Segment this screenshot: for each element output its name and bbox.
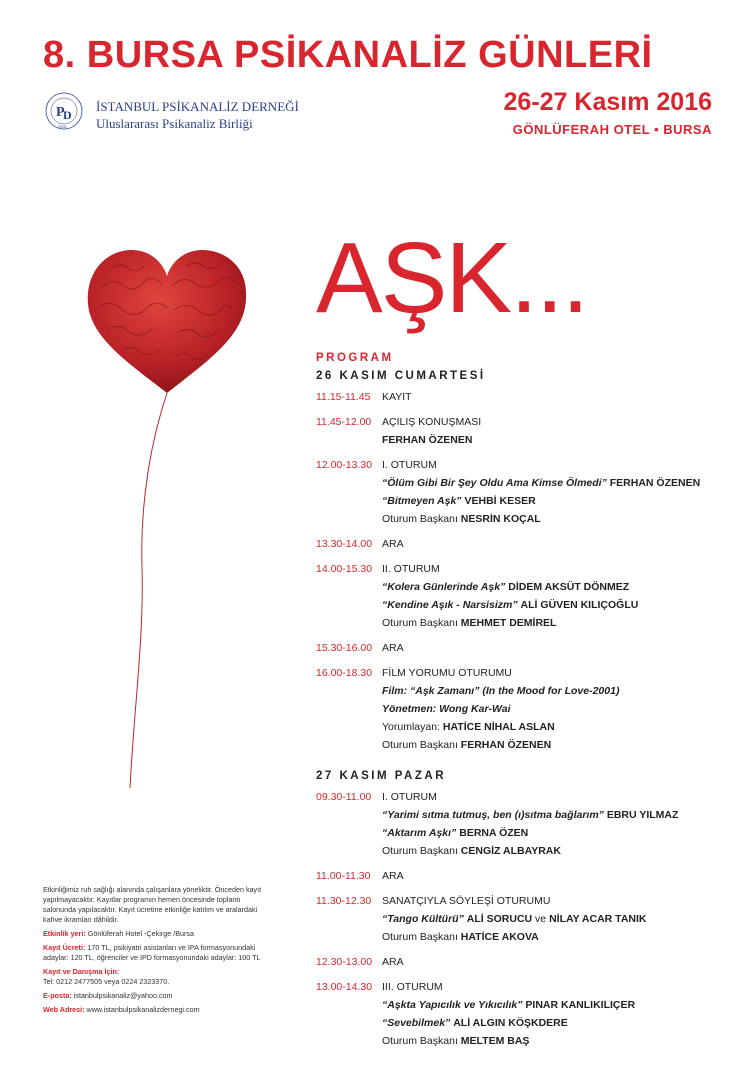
chair-line (316, 928, 736, 946)
speaker-name: FERHAN ÖZENEN (382, 434, 473, 446)
schedule-row (316, 456, 736, 474)
session-time: 11.15-11.45 (316, 391, 371, 403)
row-gap (316, 449, 736, 456)
schedule-row (316, 996, 736, 1014)
chair-line (316, 614, 736, 632)
day1-heading: 26 KASIM CUMARTESİ (316, 370, 486, 382)
session-time: 09.30-11.00 (316, 791, 372, 803)
speaker-name: BERNA ÖZEN (459, 827, 529, 839)
chair-line (316, 736, 736, 754)
schedule-row (316, 388, 736, 406)
brain-heart-balloon-image (82, 238, 252, 798)
speaker-name: NİLAY ACAR TANIK (549, 913, 647, 925)
talk-title: “Sevebilmek” (382, 1017, 451, 1029)
speaker-name: EBRU YILMAZ (606, 809, 679, 821)
schedule-row (316, 614, 736, 632)
schedule-row (316, 578, 736, 596)
talk-line (316, 1014, 736, 1032)
email-value: istanbulpsikanaliz@yahoo.com (73, 991, 173, 1000)
place-label: Etkinlik yeri: (43, 929, 86, 938)
session-title: ARA (382, 538, 404, 550)
session-time: 13.00-14.30 (316, 981, 373, 993)
chair-label: Oturum Başkanı (382, 931, 458, 943)
svg-text:P: P (56, 105, 65, 120)
schedule-row (316, 806, 736, 824)
schedule-row (316, 928, 736, 946)
session-title: SANATÇIYLA SÖYLEŞİ OTURUMU (382, 895, 551, 907)
schedule-row (316, 413, 736, 431)
row-gap (316, 885, 736, 892)
speaker-name: FERHAN ÖZENEN (609, 477, 701, 489)
speaker-name: PINAR KANLIKILIÇER (525, 999, 636, 1011)
talk-title: “Aktarım Aşkı” (382, 827, 457, 839)
session-title: II. OTURUM (382, 563, 440, 575)
contact-value: Tel: 0212 2477505 veya 0224 2323370. (43, 977, 170, 986)
schedule-row (316, 736, 736, 754)
speaker-name: ALİ ALGIN KÖŞKDERE (453, 1017, 568, 1029)
schedule-row (316, 1032, 736, 1050)
talk-line (316, 474, 736, 492)
web-label: Web Adresi: (43, 1005, 85, 1014)
schedule-row (316, 953, 736, 971)
chair-name: CENGİZ ALBAYRAK (460, 845, 561, 857)
talk-title: “Yarimi sıtma tutmuş, ben (ı)sıtma bağlarım” (382, 809, 604, 821)
chair-name: HATİCE AKOVA (460, 931, 539, 943)
row-gap (316, 632, 736, 639)
session-title: I. OTURUM (382, 459, 437, 471)
fee-label: Kayıt Ücreti: (43, 943, 86, 952)
chair-line (316, 1032, 736, 1050)
fee-value: 170 TL, psikiyatri asistanları ve IPA formasyonundaki adaylar: 120 TL, öğrenciler ve IPD formasyonundaki adaylar: 100 TL (43, 943, 261, 962)
chair-name: FERHAN ÖZENEN (460, 739, 552, 751)
org-name: İSTANBUL PSİKANALİZ DERNEĞİ (96, 99, 299, 114)
chair-label: Oturum Başkanı (382, 845, 458, 857)
program-label: PROGRAM (316, 352, 394, 364)
session-time: 15.30-16.00 (316, 642, 373, 654)
day2-list (316, 788, 736, 1050)
session-title: ARA (382, 870, 404, 882)
schedule-row (316, 1014, 736, 1032)
day2-heading: 27 KASIM PAZAR (316, 770, 446, 782)
session-title: I. OTURUM (382, 791, 437, 803)
schedule-row (316, 596, 736, 614)
session-time: 12.30-13.00 (316, 956, 373, 968)
schedule-row (316, 788, 736, 806)
speaker-name: DİDEM AKSÜT DÖNMEZ (508, 581, 630, 593)
logo-year: 2001 (58, 124, 67, 129)
session-time: 12.00-13.30 (316, 459, 373, 471)
talk-title: “Ölüm Gibi Bir Şey Oldu Ama Kimse Ölmedi” (382, 477, 607, 489)
row-gap (316, 971, 736, 978)
day1-list (316, 388, 736, 754)
main-title: AŞK... (316, 222, 588, 334)
schedule-row (316, 824, 736, 842)
talk-line (316, 910, 736, 928)
talk-line (316, 806, 736, 824)
schedule-row (316, 718, 736, 736)
chair-name: NESRİN KOÇAL (460, 513, 541, 525)
svg-text:D: D (63, 108, 72, 122)
talk-title: “Bitmeyen Aşk” (382, 495, 462, 507)
talk-title: “Kolera Günlerinde Aşk” (382, 581, 506, 593)
schedule-row (316, 431, 736, 449)
org-subtitle: Uluslararası Psikanaliz Birliği (96, 116, 253, 131)
row-gap (316, 946, 736, 953)
schedule-row (316, 510, 736, 528)
session-title: KAYIT (382, 391, 412, 403)
speaker-name: ALİ GÜVEN KILIÇOĞLU (520, 599, 639, 611)
session-time: 11.45-12.00 (316, 416, 372, 428)
ipd-logo-icon (45, 92, 83, 130)
talk-line (316, 824, 736, 842)
place-value: Gönlüferah Hotel -Çekirge /Bursa (87, 929, 195, 938)
talk-line (316, 578, 736, 596)
joiner-text: ve (535, 913, 547, 925)
session-time: 11.00-11.30 (316, 870, 371, 882)
chair-name: MEHMET DEMİREL (460, 617, 557, 629)
session-time: 16.00-18.30 (316, 667, 373, 679)
talk-line (316, 596, 736, 614)
schedule-row (316, 474, 736, 492)
chair-label: Oturum Başkanı (382, 739, 458, 751)
event-venue: GÖNLÜFERAH OTEL • BURSA (512, 122, 712, 137)
chair-name: HATİCE NİHAL ASLAN (442, 721, 555, 733)
chair-label: Oturum Başkanı (382, 1035, 458, 1047)
event-dates: 26-27 Kasım 2016 (503, 88, 712, 116)
schedule-row (316, 560, 736, 578)
contact-label: Kayıt ve Danışma İçin: (43, 967, 120, 976)
web-value: www.istanbulpsikanalizdernegi.com (86, 1005, 200, 1014)
talk-title: “Kendine Aşık - Narsisizm” (382, 599, 518, 611)
schedule-row (316, 682, 736, 700)
session-title: AÇILIŞ KONUŞMASI (382, 416, 482, 428)
film-info: Yönetmen: Wong Kar-Wai (382, 703, 511, 715)
schedule-row (316, 492, 736, 510)
row-gap (316, 860, 736, 867)
schedule-row (316, 978, 736, 996)
chair-label: Oturum Başkanı (382, 617, 458, 629)
film-info: Film: “Aşk Zamanı” (In the Mood for Love-2001) (382, 685, 620, 697)
chair-label: Oturum Başkanı (382, 513, 458, 525)
chair-label: Yorumlayan: (382, 721, 440, 733)
info-intro: Etkinliğimiz ruh sağlığı alanında çalışanlara yöneliktir. Önceden kayıt yapılmayacaktır. Kayıtlar programın hemen öncesinde toplantı salonunda yapılacaktır. Kayıt ücretine etkinliğe katılım ve aralardaki kahve ikramları dâhildir. (43, 885, 262, 924)
talk-line (316, 996, 736, 1014)
chair-line (316, 718, 736, 736)
chair-name: MELTEM BAŞ (460, 1035, 530, 1047)
row-gap (316, 528, 736, 535)
schedule-row (316, 892, 736, 910)
speaker-name: VEHBİ KESER (464, 495, 536, 507)
schedule-row (316, 842, 736, 860)
session-title: FİLM YORUMU OTURUMU (382, 667, 512, 679)
schedule-row (316, 639, 736, 657)
session-time: 13.30-14.00 (316, 538, 373, 550)
chair-line (316, 842, 736, 860)
talk-line (316, 492, 736, 510)
schedule-row (316, 664, 736, 682)
talk-title: “Tango Kültürü” (382, 913, 464, 925)
schedule-row (316, 910, 736, 928)
chair-line (316, 510, 736, 528)
session-time: 14.00-15.30 (316, 563, 373, 575)
event-info (43, 885, 263, 1019)
schedule-row (316, 535, 736, 553)
row-gap (316, 657, 736, 664)
schedule-row (316, 700, 736, 718)
session-title: III. OTURUM (382, 981, 443, 993)
event-title: 8. BURSA PSİKANALİZ GÜNLERİ (43, 34, 653, 76)
row-gap (316, 406, 736, 413)
session-title: ARA (382, 642, 404, 654)
session-time: 11.30-12.30 (316, 895, 372, 907)
email-label: E-posta: (43, 991, 72, 1000)
schedule-row (316, 867, 736, 885)
talk-title: “Aşkta Yapıcılık ve Yıkıcılık” (382, 999, 523, 1011)
program-schedule (316, 352, 736, 1050)
row-gap (316, 553, 736, 560)
speaker-name: ALİ SORUCU (466, 913, 533, 925)
session-title: ARA (382, 956, 404, 968)
